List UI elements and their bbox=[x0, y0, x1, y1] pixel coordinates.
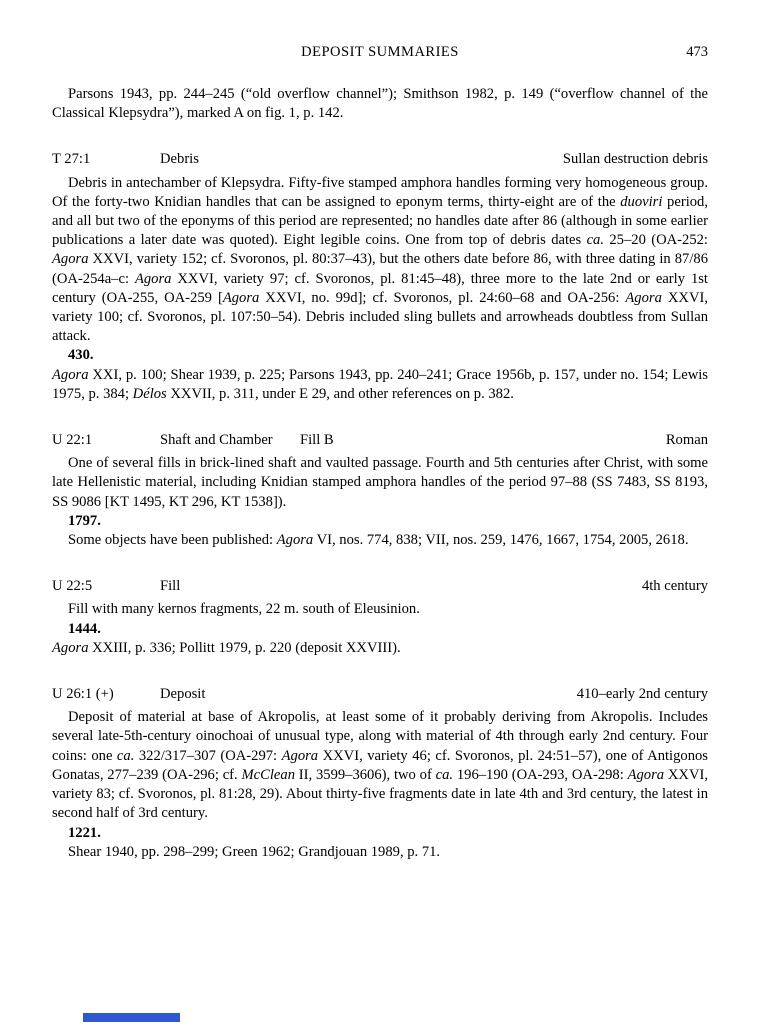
entry-count: 1221. bbox=[68, 824, 101, 841]
entry-count: 430. bbox=[68, 347, 94, 364]
entry-id: T 27:1 bbox=[52, 151, 91, 168]
entry-references: Agora XXIII, p. 336; Pollitt 1979, p. 220 (deposit XXVIII). bbox=[52, 639, 401, 656]
entry-u22-5 bbox=[52, 577, 708, 658]
entry-header bbox=[52, 150, 708, 169]
entry-type: Deposit bbox=[160, 686, 206, 703]
running-head bbox=[52, 44, 708, 64]
entry-header bbox=[52, 685, 708, 704]
entry-body: One of several fills in brick-lined shaft and vaulted passage. Fourth and 5th centuries after Christ, with some late Hellenistic material, including Knidian stamped amphora handles of the period 97–88 (SS 7483, SS 8193, SS 9086 [KT 1495, KT 296, KT 1538]). bbox=[52, 455, 708, 510]
entry-t27-1 bbox=[52, 150, 708, 404]
entry-u26-1 bbox=[52, 685, 708, 862]
entry-references: Agora XXI, p. 100; Shear 1939, p. 225; Parsons 1943, pp. 240–241; Grace 1956b, p. 157, under no. 154; Lewis 1975, p. 384; Délos XXVII, p. 311, under E 29, and other references on p. 382. bbox=[52, 366, 708, 402]
page-number: 473 bbox=[686, 44, 708, 60]
entry-id: U 22:1 bbox=[52, 432, 93, 449]
entry-type: Fill bbox=[160, 578, 181, 595]
entry-references: Shear 1940, pp. 298–299; Green 1962; Grandjouan 1989, p. 71. bbox=[68, 843, 441, 860]
entry-date: Roman bbox=[665, 432, 708, 449]
entry-references: Some objects have been published: Agora VI, nos. 774, 838; VII, nos. 259, 1476, 1667, 1754, 2005, 2618. bbox=[68, 532, 689, 549]
entry-date: 410–early 2nd century bbox=[576, 686, 708, 703]
entry-header bbox=[52, 431, 708, 450]
entry-body: Debris in antechamber of Klepsydra. Fifty-five stamped amphora handles forming very homogeneous group. Of the forty-two Knidian handles that can be assigned to eponym terms, thirty-eight are of the duoviri period, and all but two of the eponyms of this period are represented; no handles date after 86 (although in some earlier publications a later date was quoted). Eight legible coins. One from top of debris dates ca. 25–20 (OA-252: Agora XXVI, variety 152; cf. Svoronos, pl. 80:37–43), but the others date before 86, with three dating in 87/86 (OA-254a–c: Agora XXVI, variety 97; cf. Svoronos, pl. 81:45–48), three more to the late 2nd or early 1st century (OA-255, OA-259 [Agora XXVI, no. 99d]; cf. Svoronos, pl. 24:60–68 and OA-256: Agora XXVI, variety 100; cf. Svoronos, pl. 107:50–54). Debris included sling bullets and arrowheads doubtless from Sullan attack. bbox=[52, 174, 709, 345]
entry-body: Deposit of material at base of Akropolis, at least some of it probably deriving from Akropolis. Includes several late-5th-century oinochoai of unusual type, along with material of 4th through early 2nd century. Four coins: one ca. 322/317–307 (OA-297: Agora XXVI, variety 46; cf. Svoronos, pl. 24:51–57), one of Antigonos Gonatas, 277–239 (OA-296; cf. McClean II, 3599–3606), two of ca. 196–190 (OA-293, OA-298: Agora XXVI, variety 83; cf. Svoronos, pl. 81:28, 29). About thirty-five fragments date in late 4th and 3rd century, the latest in second half of 3rd century. bbox=[52, 709, 708, 822]
entry-count: 1444. bbox=[68, 620, 101, 637]
entry-type: Debris bbox=[160, 151, 199, 168]
footer-highlight-bar bbox=[83, 1013, 180, 1022]
entry-header bbox=[52, 577, 708, 596]
page-title: DEPOSIT SUMMARIES bbox=[301, 44, 459, 60]
entry-id: U 26:1 (+) bbox=[52, 686, 114, 703]
entry-count: 1797. bbox=[68, 512, 101, 529]
entry-date: Sullan destruction debris bbox=[562, 151, 708, 168]
entry-id: U 22:5 bbox=[52, 578, 93, 595]
entry-u22-1 bbox=[52, 431, 708, 550]
entry-type: Shaft and Chamber bbox=[160, 432, 273, 449]
entry-body: Fill with many kernos fragments, 22 m. south of Eleusinion. bbox=[68, 601, 420, 618]
entry-date: 4th century bbox=[641, 578, 708, 595]
entry-subtype: Fill B bbox=[300, 432, 334, 449]
continuation-paragraph: Parsons 1943, pp. 244–245 (“old overflow channel”); Smithson 1982, p. 149 (“overflow channel of the Classical Klepsydra”), marked A on fig. 1, p. 142. bbox=[52, 86, 708, 122]
